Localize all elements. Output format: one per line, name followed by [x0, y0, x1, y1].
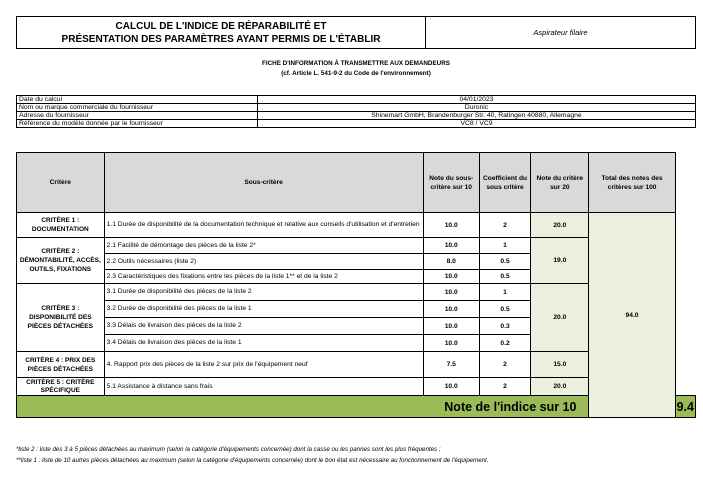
- sub-criterion-label: 2.3 Caractéristiques des fixations entre les pièces de la liste 1** et de la liste 2: [104, 270, 423, 284]
- sub-criterion-label: 4. Rapport prix des pièces de la liste 2 sur prix de l'équipement neuf: [104, 352, 423, 378]
- criterion-name: CRITÈRE 4 : PRIX DES PIÈCES DÉTACHÉES: [17, 352, 105, 378]
- title-line-1: CALCUL DE L'INDICE DE RÉPARABILITÉ ET: [115, 20, 327, 32]
- sub-criterion-note: 8.0: [423, 254, 479, 270]
- table-row: [17, 213, 696, 238]
- criterion-name: CRITÈRE 5 : CRITÈRE SPÉCIFIQUE: [17, 378, 105, 396]
- footnote-1: *liste 2 : liste des 3 à 5 pièces détachées au maximum (selon la catégorie d'équipements concernée) dont la casse ou les pannes sont les plus fréquentes ;: [16, 446, 441, 453]
- sub-criterion-label: 3.4 Délais de livraison des pièces de la liste 1: [104, 335, 423, 352]
- sub-criterion-coef: 2: [479, 378, 530, 396]
- sub-criterion-coef: 0.5: [479, 270, 530, 284]
- sub-criterion-coef: 2: [479, 352, 530, 378]
- sub-criterion-note: 10.0: [423, 270, 479, 284]
- criterion-score: 19.0: [531, 238, 589, 284]
- info-value: Duronic: [258, 104, 696, 112]
- info-label: Référence du modèle donnée par le fournisseur: [17, 120, 258, 128]
- document-title: [17, 17, 426, 49]
- sub-criterion-note: 10.0: [423, 213, 479, 238]
- sub-criterion-coef: 2: [479, 213, 530, 238]
- col-header-coef: Coefficient du sous critère: [479, 153, 530, 213]
- col-header-note-sous: Note du sous-critère sur 10: [423, 153, 479, 213]
- info-label: Adresse du fournisseur: [17, 112, 258, 120]
- col-header-total: Total des notes des critères sur 100: [589, 153, 675, 213]
- header-box: [16, 16, 696, 49]
- col-header-sous-critere: Sous-critère: [104, 153, 423, 213]
- sub-criterion-label: 3.1 Durée de disponibilité des pièces de la liste 2: [104, 284, 423, 301]
- score-table: [16, 152, 696, 418]
- info-value: Shinemart GmbH, Brandenburger Str. 40, Ratingen 40880, Allemagne: [258, 112, 696, 120]
- info-row: [17, 104, 696, 112]
- info-label: Nom ou marque commerciale du fournisseur: [17, 104, 258, 112]
- sub-criterion-note: 7.5: [423, 352, 479, 378]
- sub-criterion-coef: 0.5: [479, 301, 530, 318]
- sub-criterion-note: 10.0: [423, 284, 479, 301]
- sub-criterion-note: 10.0: [423, 318, 479, 335]
- info-value: VC8 / VC9: [258, 120, 696, 128]
- sub-criterion-note: 10.0: [423, 238, 479, 254]
- subtitle-line-1: FICHE D'INFORMATION À TRANSMETTRE AUX DEMANDEURS: [262, 60, 450, 67]
- criterion-score: 20.0: [531, 378, 589, 396]
- sub-criterion-note: 10.0: [423, 378, 479, 396]
- sub-criterion-coef: 0.2: [479, 335, 530, 352]
- criterion-name: CRITÈRE 3 : DISPONIBILITÉ DES PIÈCES DÉTACHÉES: [17, 284, 105, 352]
- criterion-score: 15.0: [531, 352, 589, 378]
- subtitle-line-2: (cf. Article L. 541-9-2 du Code de l'environnement): [281, 70, 431, 77]
- criterion-name: CRITÈRE 1 : DOCUMENTATION: [17, 213, 105, 238]
- sub-criterion-note: 10.0: [423, 301, 479, 318]
- sub-criterion-coef: 1: [479, 284, 530, 301]
- col-header-critere: Critère: [17, 153, 105, 213]
- info-value: 04/01/2023: [258, 96, 696, 104]
- col-header-note-critere: Note du critère sur 20: [531, 153, 589, 213]
- criterion-name: CRITÈRE 2 : DÉMONTABILITÉ, ACCÈS, OUTILS, FIXATIONS: [17, 238, 105, 284]
- sub-criterion-coef: 0.3: [479, 318, 530, 335]
- info-row: [17, 96, 696, 104]
- sub-criterion-note: 10.0: [423, 335, 479, 352]
- sub-criterion-coef: 1: [479, 238, 530, 254]
- sub-criterion-label: 3.2 Durée de disponibilité des pièces de la liste 1: [104, 301, 423, 318]
- title-line-2: PRÉSENTATION DES PARAMÈTRES AYANT PERMIS DE L'ÉTABLIR: [61, 33, 381, 45]
- info-label: Date du calcul: [17, 96, 258, 104]
- final-score-label: Note de l'indice sur 10: [17, 396, 589, 418]
- criterion-score: 20.0: [531, 213, 589, 238]
- sub-criterion-label: 1.1 Durée de disponibilité de la documentation technique et relative aux conseils d'utilisation et d'entretien: [104, 213, 423, 238]
- info-table: [16, 95, 696, 128]
- sub-criterion-label: 2.1 Facilité de démontage des pièces de la liste 2*: [104, 238, 423, 254]
- total-score-100: 94.0: [589, 213, 675, 418]
- sub-criterion-label: 5.1 Assistance à distance sans frais: [104, 378, 423, 396]
- info-row: [17, 112, 696, 120]
- info-row: [17, 120, 696, 128]
- footnote-2: **liste 1 : liste de 10 autres pièces détachées au maximum (selon la catégorie d'équipements concernée) dont le bon état est nécessaire au fonctionnement de l'équipement.: [16, 457, 489, 464]
- product-type: Aspirateur filaire: [426, 17, 696, 49]
- sub-criterion-label: 2.2 Outils nécessaires (liste 2): [104, 254, 423, 270]
- sub-criterion-coef: 0.5: [479, 254, 530, 270]
- final-score-value: 9.4: [675, 396, 695, 418]
- criterion-score: 20.0: [531, 284, 589, 352]
- sub-criterion-label: 3.3 Délais de livraison des pièces de la liste 2: [104, 318, 423, 335]
- header-row: [17, 153, 696, 213]
